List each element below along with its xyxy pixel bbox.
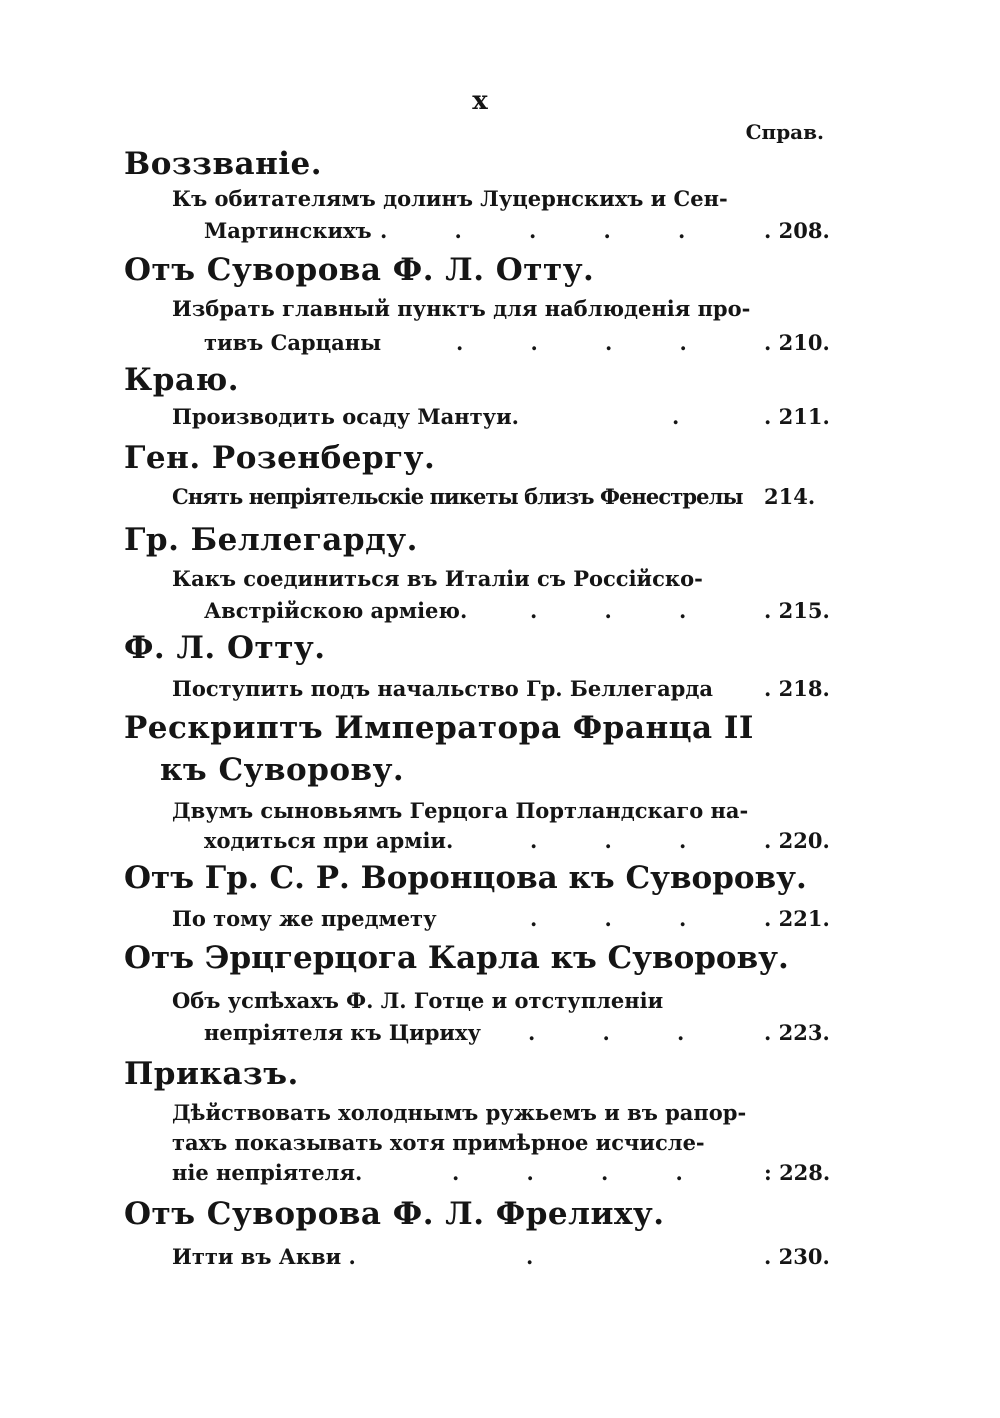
dot-leader: . . . . .: [380, 218, 688, 243]
dot-leader: . . .: [530, 906, 689, 931]
toc-description: Двумъ сыновьямъ Герцога Портландскаго на-: [172, 798, 749, 823]
toc-heading: Отъ Гр. С. Р. Воронцова къ Суворову.: [124, 860, 807, 896]
dot-leader: . . .: [530, 598, 689, 623]
toc-heading: Воззваніе.: [124, 146, 323, 182]
toc-heading: Отъ Суворова Ф. Л. Фрелиху.: [124, 1196, 665, 1232]
dot-leader: .: [526, 1244, 536, 1269]
toc-page-ref: 214.: [764, 484, 816, 509]
toc-description: непріятеля къ Цириху: [204, 1020, 481, 1045]
toc-description: Къ обитателямъ долинъ Луцернскихъ и Сен-: [172, 186, 728, 211]
toc-description: Мартинскихъ: [204, 218, 372, 243]
toc-description: ніе непріятеля.: [172, 1160, 363, 1185]
toc-description: Объ успѣхахъ Ф. Л. Готце и отступленіи: [172, 988, 664, 1013]
toc-page-ref: . 218.: [764, 676, 830, 701]
dot-leader: . . .: [530, 828, 689, 853]
toc-description: Какъ соединиться въ Италіи съ Россійско-: [172, 566, 703, 591]
toc-heading: Приказъ.: [124, 1056, 299, 1092]
toc-description: ходиться при арміи.: [204, 828, 454, 853]
toc-heading: къ Суворову.: [160, 752, 405, 788]
toc-page-ref: . 210.: [764, 330, 830, 355]
toc-description: тахъ показывать хотя примѣрное исчисле-: [172, 1130, 705, 1155]
page-column-header: Справ.: [745, 120, 824, 144]
toc-description: Избрать главный пунктъ для наблюденія про-: [172, 296, 751, 321]
toc-page-ref: . 215.: [764, 598, 830, 623]
page-number: x: [472, 86, 488, 116]
toc-description: По тому же предмету: [172, 906, 437, 931]
toc-page-ref: . 211.: [764, 404, 830, 429]
toc-description: Итти въ Акви .: [172, 1244, 356, 1269]
dot-leader: . . . .: [452, 1160, 685, 1185]
toc-heading: Отъ Эрцгерцога Карла къ Суворову.: [124, 940, 789, 976]
toc-page-ref: : 228.: [764, 1160, 831, 1185]
toc-heading: Гр. Беллегарду.: [124, 522, 418, 558]
toc-heading: Краю.: [124, 362, 240, 398]
toc-heading: Отъ Суворова Ф. Л. Отту.: [124, 252, 595, 288]
toc-heading: Рескриптъ Императора Франца II: [124, 710, 754, 746]
toc-description: Австрійскою арміею.: [204, 598, 468, 623]
toc-page-ref: . 223.: [764, 1020, 830, 1045]
toc-description: тивъ Сарцаны: [204, 330, 382, 355]
toc-page-ref: . 221.: [764, 906, 830, 931]
dot-leader: .: [672, 404, 682, 429]
toc-page-ref: . 220.: [764, 828, 830, 853]
toc-page-ref: . 230.: [764, 1244, 830, 1269]
toc-description: Снять непріятельскіе пикеты близъ Фенестрелы: [172, 484, 743, 509]
toc-page-ref: . 208.: [764, 218, 830, 243]
toc-heading: Ф. Л. Отту.: [124, 630, 326, 666]
dot-leader: . . .: [528, 1020, 687, 1045]
toc-description: Поступить подъ начальство Гр. Беллегарда: [172, 676, 713, 701]
toc-description: Производить осаду Мантуи.: [172, 404, 519, 429]
toc-description: Дѣйствовать холоднымъ ружьемъ и въ рапор-: [172, 1100, 747, 1125]
dot-leader: . . . .: [456, 330, 689, 355]
toc-heading: Ген. Розенбергу.: [124, 440, 436, 476]
